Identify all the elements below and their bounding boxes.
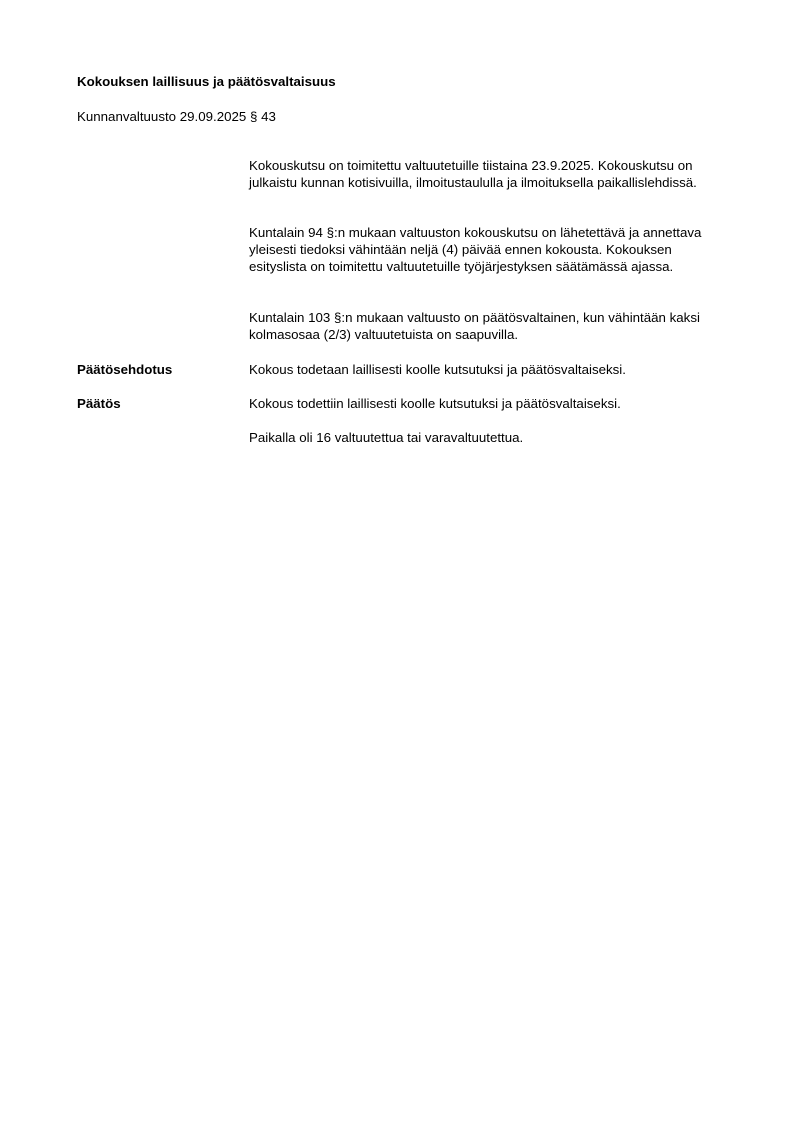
decision-text: Kokous todettiin laillisesti koolle kutsutuksi ja päätösvaltaiseksi. — [249, 396, 621, 411]
intro-text: Kokouskutsu on toimitettu valtuutetuille tiistaina 23.9.2025. Kokouskutsu on julkaistu kunnan kotisivuilla, ilmoitustaululla ja ilmoituksella paikallislehdissä. — [249, 158, 697, 190]
intro-text: Kuntalain 103 §:n mukaan valtuusto on päätösvaltainen, kun vähintään kaksi kolmasosaa (2/3) valtuutetuista on saapuvilla. — [249, 310, 700, 342]
document-title: Kokouksen laillisuus ja päätösvaltaisuus — [77, 74, 336, 89]
meeting-reference: Kunnanvaltuusto 29.09.2025 § 43 — [77, 109, 276, 124]
proposal-label: Päätösehdotus — [77, 362, 173, 377]
proposal-text: Kokous todetaan laillisesti koolle kutsutuksi ja päätösvaltaiseksi. — [249, 362, 626, 377]
decision-label: Päätös — [77, 396, 121, 411]
intro-text: Kuntalain 94 §:n mukaan valtuuston kokouskutsu on lähetettävä ja annettava yleisesti tiedoksi vähintään neljä (4) päivää ennen kokousta. Kokouksen esityslista on toimitettu valtuutetuille työjärjestyksen säätämässä ajassa. — [249, 225, 702, 274]
intro-paragraph-quorum — [249, 310, 719, 344]
attendance-text: Paikalla oli 16 valtuutettua tai varavaltuutettua. — [249, 430, 524, 445]
intro-paragraph-invitation — [249, 158, 719, 192]
intro-paragraph-legal-notice — [249, 225, 719, 275]
